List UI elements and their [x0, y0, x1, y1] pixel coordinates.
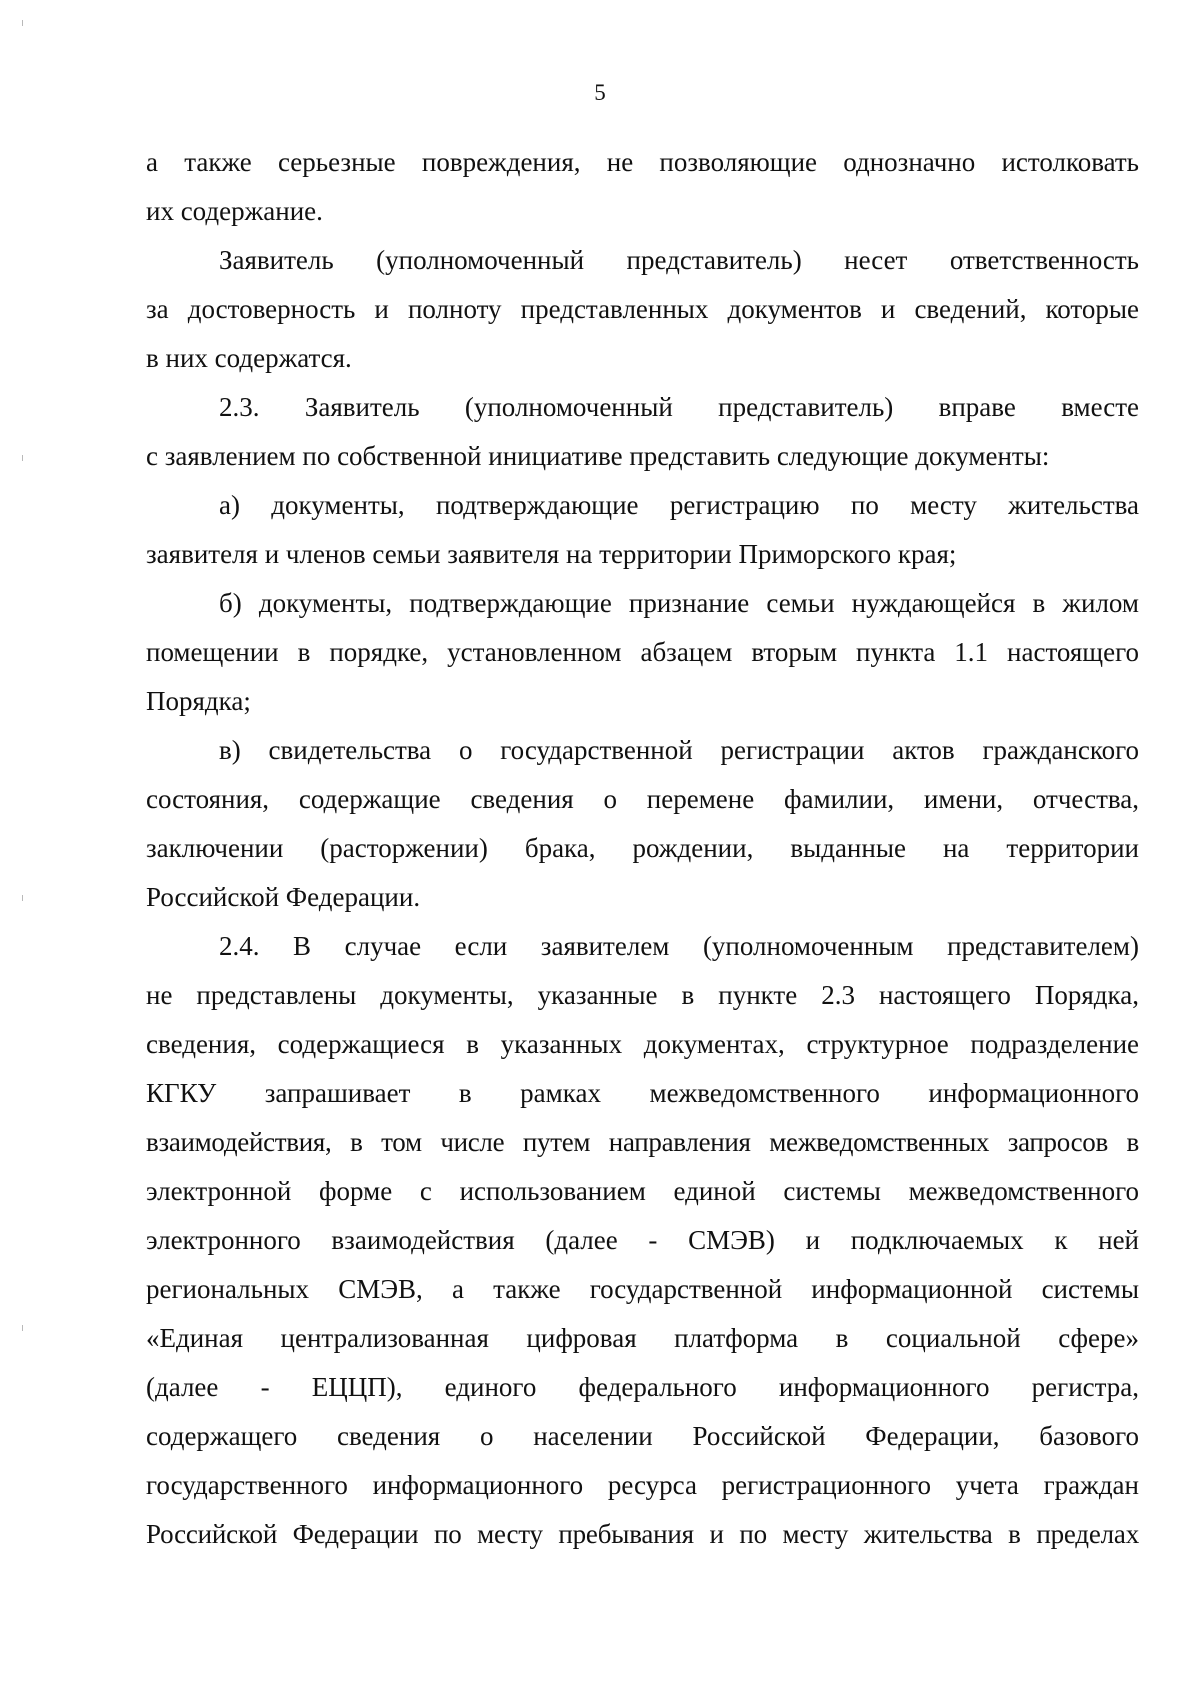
text-line: государственного информационного ресурса регистрационного учета граждан	[146, 1470, 1139, 1500]
text-line: взаимодействия, в том числе путем направления межведомственных запросов в	[146, 1127, 1139, 1157]
text-line: не представлены документы, указанные в пункте 2.3 настоящего Порядка,	[146, 980, 1139, 1010]
text-line: (далее - ЕЦЦП), единого федерального информационного регистра,	[146, 1372, 1139, 1402]
paragraph-continuation	[146, 138, 1139, 236]
text-line: с заявлением по собственной инициативе представить следующие документы:	[146, 441, 1050, 471]
scan-mark	[22, 455, 23, 461]
text-line: заявителя и членов семьи заявителя на территории Приморского края;	[146, 539, 957, 569]
text-line: Порядка;	[146, 686, 251, 716]
paragraph-item-a	[146, 481, 1139, 579]
scan-mark	[22, 1325, 23, 1331]
text-line: состояния, содержащие сведения о перемене фамилии, имени, отчества,	[146, 784, 1139, 814]
text-line: региональных СМЭВ, а также государственной информационной системы	[146, 1274, 1139, 1304]
text-line: помещении в порядке, установленном абзацем вторым пункта 1.1 настоящего	[146, 637, 1139, 667]
paragraph-2-3	[146, 383, 1139, 481]
text-line: Российской Федерации.	[146, 882, 421, 912]
text-line: в них содержатся.	[146, 343, 352, 373]
paragraph-2-4	[146, 922, 1139, 1559]
text-line: а) документы, подтверждающие регистрацию по месту жительства	[219, 490, 1139, 520]
paragraph-applicant-responsibility	[146, 236, 1139, 383]
text-line: электронного взаимодействия (далее - СМЭВ) и подключаемых к ней	[146, 1225, 1139, 1255]
page-number: 5	[594, 80, 606, 105]
text-line: «Единая централизованная цифровая платформа в социальной сфере»	[146, 1323, 1139, 1353]
text-line: электронной форме с использованием единой системы межведомственного	[146, 1176, 1139, 1206]
text-line: б) документы, подтверждающие признание семьи нуждающейся в жилом	[219, 588, 1139, 618]
paragraph-item-v	[146, 726, 1139, 922]
document-body	[146, 138, 1139, 1559]
text-line: сведения, содержащиеся в указанных документах, структурное подразделение	[146, 1029, 1139, 1059]
text-line: за достоверность и полноту представленных документов и сведений, которые	[146, 294, 1139, 324]
text-line: КГКУ запрашивает в рамках межведомственного информационного	[146, 1078, 1139, 1108]
text-line: 2.4. В случае если заявителем (уполномоченным представителем)	[219, 931, 1139, 961]
text-line: Российской Федерации по месту пребывания и по месту жительства в пределах	[146, 1519, 1139, 1549]
scan-mark	[22, 895, 23, 901]
text-line: содержащего сведения о населении Российской Федерации, базового	[146, 1421, 1139, 1451]
text-line: а также серьезные повреждения, не позволяющие однозначно истолковать	[146, 147, 1139, 177]
paragraph-item-b	[146, 579, 1139, 726]
text-line: Заявитель (уполномоченный представитель) несет ответственность	[219, 245, 1139, 275]
text-line: в) свидетельства о государственной регистрации актов гражданского	[219, 735, 1139, 765]
text-line: заключении (расторжении) брака, рождении, выданные на территории	[146, 833, 1139, 863]
scan-mark	[22, 20, 23, 26]
text-line: их содержание.	[146, 196, 323, 226]
text-line: 2.3. Заявитель (уполномоченный представитель) вправе вместе	[219, 392, 1139, 422]
